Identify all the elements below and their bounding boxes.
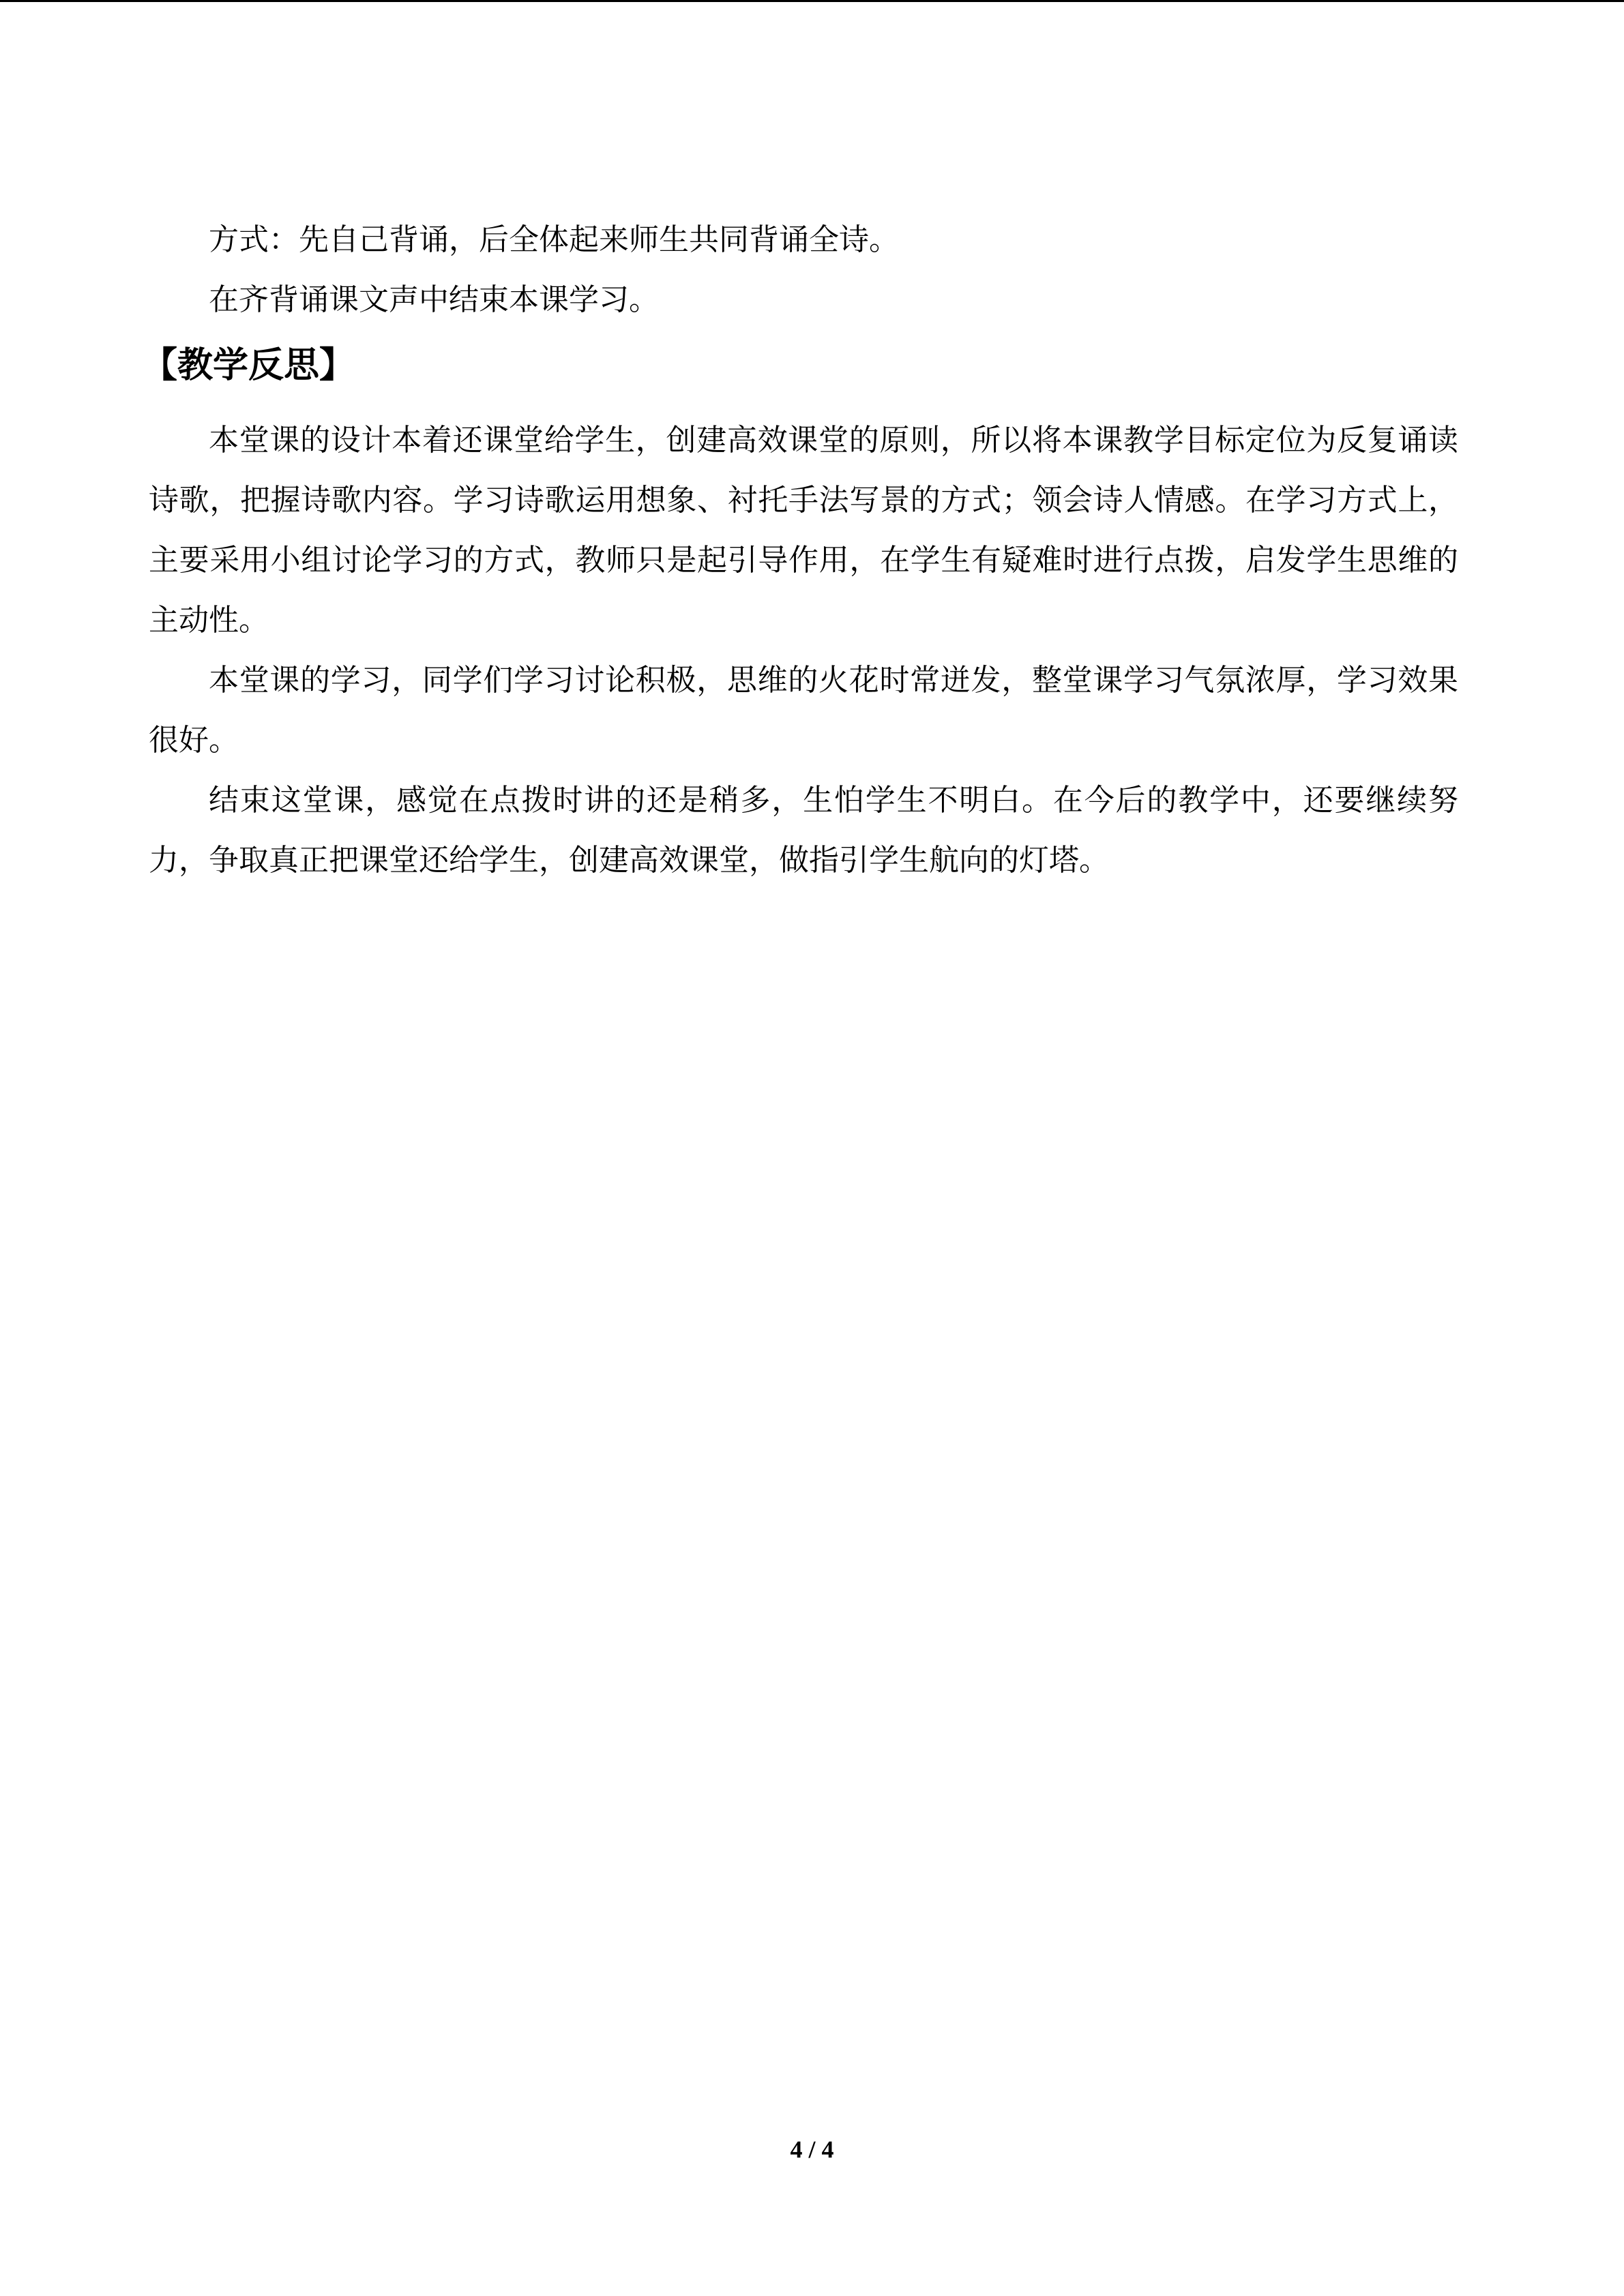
paragraph-reflection-improvement: 结束这堂课，感觉在点拨时讲的还是稍多，生怕学生不明白。在今后的教学中，还要继续努力，争取真正把课堂还给学生，创建高效课堂，做指引学生航向的灯塔。: [149, 783, 1458, 878]
paragraph-recitation-method: 方式：先自己背诵，后全体起来师生共同背诵全诗。: [209, 222, 899, 257]
paragraph-reflection-effect: 本堂课的学习，同学们学习讨论积极，思维的火花时常迸发，整堂课学习气氛浓厚，学习效果很好。: [149, 663, 1458, 758]
paragraph-lesson-ending: 在齐背诵课文声中结束本课学习。: [209, 282, 659, 317]
paragraph-reflection-design: 本堂课的设计本着还课堂给学生，创建高效课堂的原则，所以将本课教学目标定位为反复诵读诗歌，把握诗歌内容。学习诗歌运用想象、衬托手法写景的方式；领会诗人情感。在学习方式上，主要采用小组讨论学习的方式，教师只是起引导作用，在学生有疑难时进行点拨，启发学生思维的主动性。: [149, 423, 1458, 638]
page-number: 4 / 4: [790, 2136, 834, 2163]
section-heading-teaching-reflection: 【教学反思】: [142, 344, 355, 386]
document-body: [142, 210, 1458, 891]
